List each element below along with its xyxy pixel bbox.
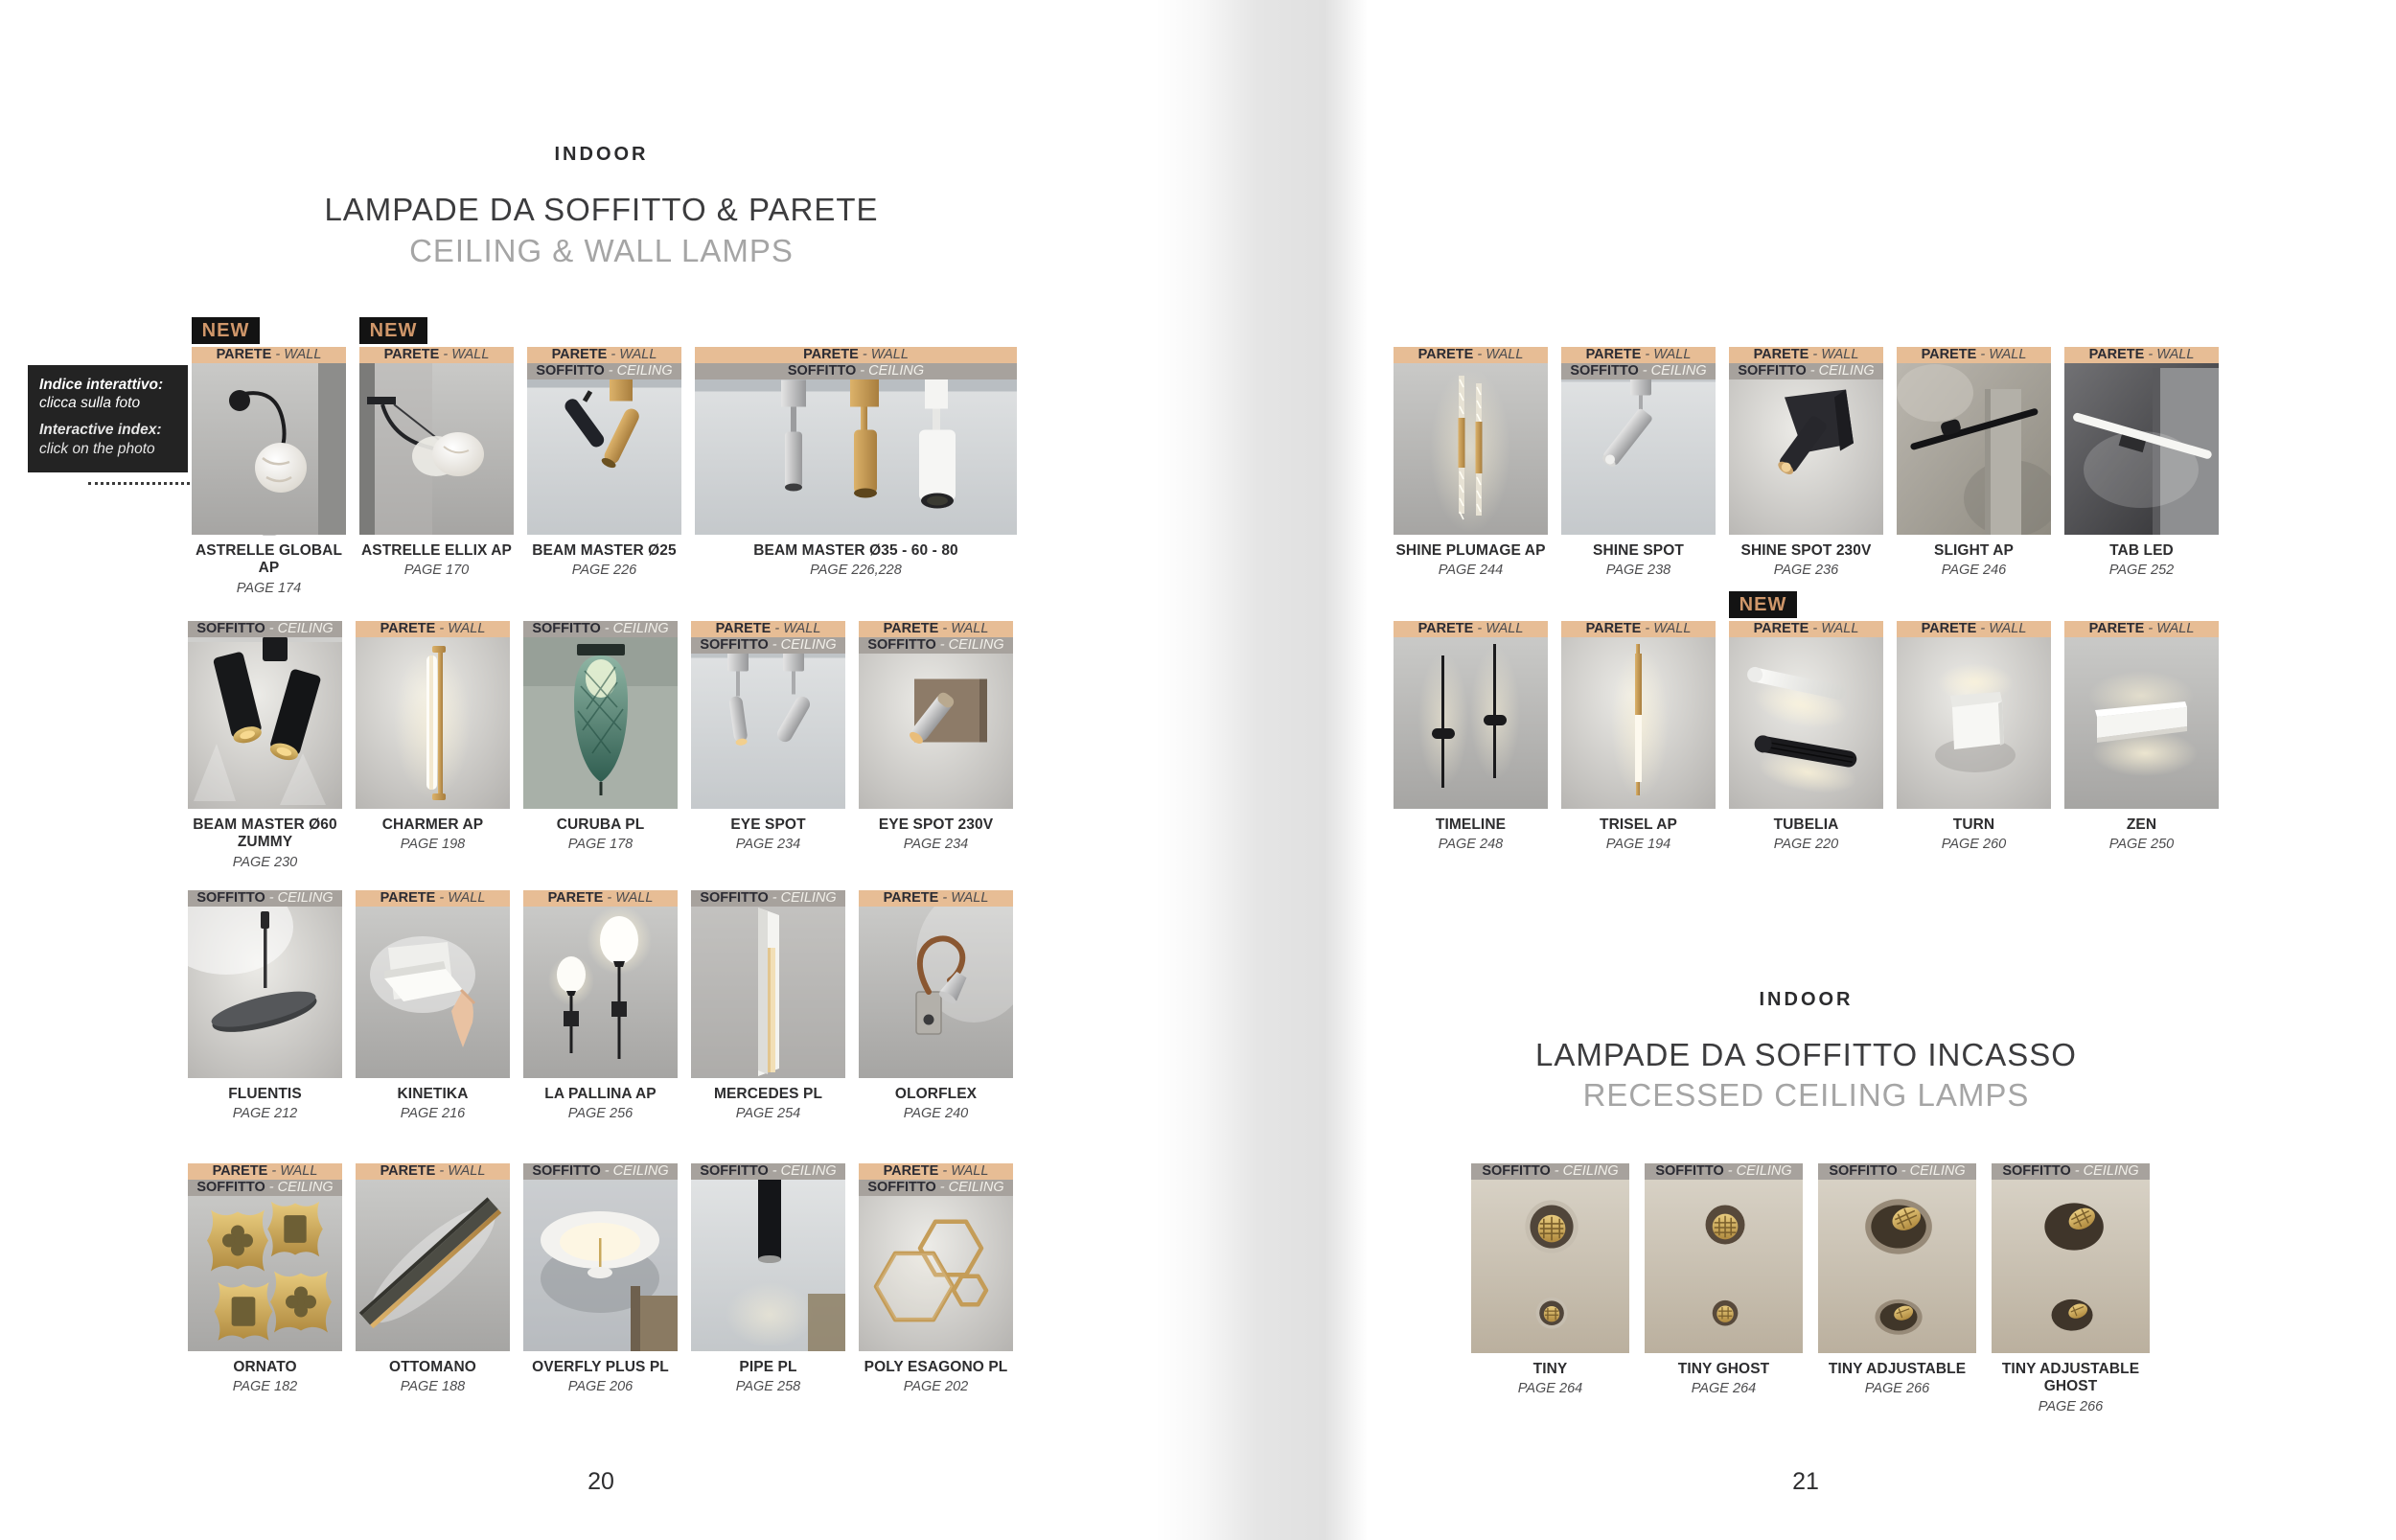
product-page-ref: PAGE 234 (903, 837, 969, 853)
product-name: ASTRELLE GLOBAL AP (195, 542, 343, 577)
product-caption (1897, 542, 2051, 578)
product-caption (1471, 1361, 1629, 1396)
product-tile-beam-master-zummy[interactable] (188, 621, 342, 870)
mount-type-bar-ceiling: SOFFITTO - CEILING (527, 363, 681, 379)
product-photo[interactable] (1561, 347, 1716, 535)
product-name: OVERFLY PLUS PL (532, 1359, 669, 1375)
product-caption (2064, 542, 2219, 578)
mount-type-bar-wall: PARETE - WALL (188, 1163, 342, 1180)
mount-type-bar-ceiling: SOFFITTO - CEILING (859, 637, 1013, 654)
product-tile-slight[interactable] (1897, 347, 2051, 578)
product-page-ref: PAGE 202 (903, 1379, 969, 1395)
product-caption (1729, 816, 1883, 852)
lamp-photo-tab-led (2064, 363, 2219, 535)
lamp-photo-shine-spot-230v (1729, 379, 1883, 535)
product-tile-shine-plumage[interactable] (1394, 347, 1548, 578)
lamp-photo-zen (2064, 637, 2219, 809)
product-photo[interactable] (1561, 621, 1716, 809)
product-tile-shine-spot[interactable] (1561, 347, 1716, 578)
product-photo[interactable] (188, 890, 342, 1078)
note-line-english: click on the photo (39, 440, 155, 457)
product-caption (188, 816, 342, 870)
lamp-photo-tiny-ghost (1645, 1180, 1803, 1353)
product-page-ref: PAGE 254 (735, 1106, 801, 1122)
mount-type-bar-wall: PARETE - WALL (695, 347, 1017, 363)
product-caption (695, 542, 1017, 578)
product-row (1471, 1163, 2150, 1414)
product-tile-mercedes[interactable] (691, 890, 845, 1121)
product-caption (691, 1086, 845, 1121)
product-tile-timeline[interactable] (1394, 621, 1548, 852)
mount-type-bar-ceiling: SOFFITTO - CEILING (1729, 363, 1883, 379)
product-photo[interactable] (1897, 621, 2051, 809)
product-page-ref: PAGE 250 (2108, 837, 2175, 853)
lamp-photo-shine-plumage (1394, 363, 1548, 535)
mount-type-bar-ceiling: SOFFITTO - CEILING (188, 621, 342, 637)
lamp-photo-astrelle-global (192, 363, 346, 535)
product-tile-tubelia[interactable] (1729, 593, 1883, 853)
lamp-photo-timeline (1394, 637, 1548, 809)
mount-type-bar-wall: PARETE - WALL (1561, 347, 1716, 363)
product-page-ref: PAGE 170 (403, 563, 470, 579)
product-photo[interactable] (356, 1163, 510, 1351)
product-photo[interactable] (691, 890, 845, 1078)
mount-type-bar-ceiling: SOFFITTO - CEILING (1645, 1163, 1803, 1180)
product-caption (691, 816, 845, 852)
mount-type-bar-ceiling: SOFFITTO - CEILING (188, 1180, 342, 1196)
product-page-ref: PAGE 252 (2108, 563, 2175, 579)
product-name: CHARMER AP (381, 816, 484, 833)
product-tile-fluentis[interactable] (188, 890, 342, 1121)
product-name: TINY ADJUSTABLE (1828, 1361, 1967, 1377)
mount-type-bar-wall: PARETE - WALL (1561, 621, 1716, 637)
product-name: OLORFLEX (894, 1086, 978, 1102)
product-photo[interactable] (192, 347, 346, 535)
product-name: TINY ADJUSTABLE GHOST (2001, 1361, 2140, 1395)
product-page-ref: PAGE 226,228 (810, 563, 902, 579)
product-tile-charmer[interactable] (356, 621, 510, 852)
mount-type-bar-wall: PARETE - WALL (1394, 621, 1548, 637)
product-name: BEAM MASTER Ø60 ZUMMY (193, 816, 337, 851)
product-photo[interactable] (1992, 1163, 2150, 1353)
mount-type-bar-wall: PARETE - WALL (356, 1163, 510, 1180)
product-name: ZEN (2126, 816, 2157, 833)
product-page-ref: PAGE 256 (567, 1106, 634, 1122)
product-tile-tab-led[interactable] (2064, 347, 2219, 578)
mount-type-bar-wall: PARETE - WALL (859, 621, 1013, 637)
note-line-english-bold: Interactive index: (39, 422, 162, 439)
product-photo[interactable] (356, 621, 510, 809)
product-page-ref: PAGE 238 (1605, 563, 1671, 579)
lamp-photo-shine-spot (1561, 379, 1716, 535)
new-badge: NEW (359, 317, 427, 344)
product-photo[interactable] (523, 1163, 678, 1351)
product-row (1394, 593, 2219, 853)
mount-type-bar-wall: PARETE - WALL (2064, 347, 2219, 363)
product-tile-tiny[interactable] (1471, 1163, 1629, 1396)
mount-type-bar-ceiling: SOFFITTO - CEILING (859, 1180, 1013, 1196)
new-badge: NEW (192, 317, 260, 344)
product-caption (1818, 1361, 1976, 1396)
lamp-photo-slight (1897, 363, 2051, 535)
product-caption (523, 1359, 678, 1394)
product-name: BEAM MASTER Ø25 (532, 542, 677, 559)
right-page-title-english: RECESSED CEILING LAMPS (1582, 1077, 2030, 1113)
product-page-ref: PAGE 240 (903, 1106, 969, 1122)
mount-type-bar-wall: PARETE - WALL (2064, 621, 2219, 637)
product-name: BEAM MASTER Ø35 - 60 - 80 (753, 542, 958, 559)
product-name: SLIGHT AP (1934, 542, 2014, 559)
note-line-italian: clicca sulla foto (39, 395, 141, 412)
new-badge: NEW (1729, 591, 1797, 618)
product-caption (188, 1359, 342, 1394)
product-name: TUBELIA (1773, 816, 1839, 833)
product-caption (356, 1086, 510, 1121)
lamp-photo-beam-master-35 (695, 379, 1017, 535)
lamp-photo-ornato (188, 1196, 342, 1351)
lamp-photo-tiny (1471, 1180, 1629, 1353)
product-name: TINY (1532, 1361, 1568, 1377)
product-photo[interactable] (1394, 621, 1548, 809)
product-name: LA PALLINA AP (544, 1086, 657, 1102)
product-tile-eye-spot[interactable] (691, 621, 845, 852)
mount-type-bar-ceiling: SOFFITTO - CEILING (1992, 1163, 2150, 1180)
mount-type-bar-ceiling: SOFFITTO - CEILING (523, 621, 678, 637)
product-name: KINETIKA (397, 1086, 469, 1102)
product-tile-kinetika[interactable] (356, 890, 510, 1121)
product-tile-beam-master-25[interactable] (527, 347, 681, 578)
mount-type-bar-wall: PARETE - WALL (356, 890, 510, 907)
mount-type-bar-wall: PARETE - WALL (859, 890, 1013, 907)
product-tile-eye-spot-230v[interactable] (859, 621, 1013, 852)
product-photo[interactable] (527, 347, 681, 535)
lamp-photo-tiny-adjustable-ghost (1992, 1180, 2150, 1353)
product-page-ref: PAGE 216 (400, 1106, 466, 1122)
product-tile-olorflex[interactable] (859, 890, 1013, 1121)
product-row (192, 319, 1017, 596)
lamp-photo-pipe (691, 1180, 845, 1351)
product-photo[interactable] (356, 890, 510, 1078)
product-name: EYE SPOT 230V (878, 816, 994, 833)
product-page-ref: PAGE 220 (1773, 837, 1839, 853)
lamp-photo-fluentis (188, 907, 342, 1078)
book-spine-shadow (1155, 0, 1368, 1540)
product-page-ref: PAGE 236 (1773, 563, 1839, 579)
product-photo[interactable] (859, 1163, 1013, 1351)
product-tile-ornato[interactable] (188, 1163, 342, 1394)
product-tile-astrelle-ellix[interactable] (359, 319, 514, 579)
mount-type-bar-wall: PARETE - WALL (1394, 347, 1548, 363)
product-page-ref: PAGE 244 (1438, 563, 1504, 579)
product-photo[interactable] (859, 890, 1013, 1078)
product-caption (691, 1359, 845, 1394)
product-page-ref: PAGE 264 (1691, 1381, 1757, 1397)
mount-type-bar-wall: PARETE - WALL (356, 621, 510, 637)
product-photo[interactable] (1729, 621, 1883, 809)
interactive-index-note (28, 365, 188, 472)
mount-type-bar-ceiling: SOFFITTO - CEILING (691, 637, 845, 654)
product-photo[interactable] (523, 621, 678, 809)
product-name: POLY ESAGONO PL (864, 1359, 1008, 1375)
product-photo[interactable] (691, 621, 845, 809)
product-photo[interactable] (188, 621, 342, 809)
product-page-ref: PAGE 234 (735, 837, 801, 853)
product-name: MERCEDES PL (713, 1086, 823, 1102)
product-tile-curuba[interactable] (523, 621, 678, 852)
product-caption (1394, 542, 1548, 578)
product-caption (192, 542, 346, 596)
product-page-ref: PAGE 188 (400, 1379, 466, 1395)
note-line-italian-bold: Indice interattivo: (39, 377, 164, 393)
product-page-ref: PAGE 178 (567, 837, 634, 853)
product-caption (2064, 816, 2219, 852)
left-page-title-english: CEILING & WALL LAMPS (409, 233, 794, 268)
page-number-left: 20 (587, 1468, 614, 1495)
product-tile-poly-esagono[interactable] (859, 1163, 1013, 1394)
product-tile-tiny-ghost[interactable] (1645, 1163, 1803, 1396)
section-label-indoor-left: INDOOR (554, 144, 649, 165)
mount-type-bar-ceiling: SOFFITTO - CEILING (1471, 1163, 1629, 1180)
lamp-photo-mercedes (691, 907, 845, 1078)
product-page-ref: PAGE 194 (1605, 837, 1671, 853)
product-page-ref: PAGE 198 (400, 837, 466, 853)
product-name: FLUENTIS (228, 1086, 302, 1102)
product-name: TIMELINE (1435, 816, 1507, 833)
product-photo[interactable] (1818, 1163, 1976, 1353)
mount-type-bar-wall: PARETE - WALL (1897, 621, 2051, 637)
mount-type-bar-wall: PARETE - WALL (859, 1163, 1013, 1180)
product-caption (1729, 542, 1883, 578)
product-caption (859, 1086, 1013, 1121)
product-tile-turn[interactable] (1897, 621, 2051, 852)
product-page-ref: PAGE 174 (236, 580, 302, 596)
product-row (188, 1163, 1013, 1394)
product-photo[interactable] (691, 1163, 845, 1351)
product-caption (1992, 1361, 2150, 1414)
lamp-photo-overfly-plus (523, 1180, 678, 1351)
left-page-title-italian: LAMPADE DA SOFFITTO & PARETE (324, 192, 879, 227)
product-photo[interactable] (1645, 1163, 1803, 1353)
product-tile-tiny-adjustable[interactable] (1818, 1163, 1976, 1396)
product-photo[interactable] (1729, 347, 1883, 535)
product-photo[interactable] (695, 347, 1017, 535)
product-tile-beam-master-35[interactable] (695, 347, 1017, 578)
product-photo[interactable] (1897, 347, 2051, 535)
product-caption (859, 1359, 1013, 1394)
product-name: TRISEL AP (1600, 816, 1677, 833)
product-caption (1897, 816, 2051, 852)
mount-type-bar-wall: PARETE - WALL (691, 621, 845, 637)
product-caption (356, 816, 510, 852)
product-photo[interactable] (2064, 621, 2219, 809)
lamp-photo-kinetika (356, 907, 510, 1078)
product-name: PIPE PL (739, 1359, 797, 1375)
product-tile-la-pallina[interactable] (523, 890, 678, 1121)
mount-type-bar-wall: PARETE - WALL (1729, 621, 1883, 637)
product-photo[interactable] (188, 1163, 342, 1351)
lamp-photo-turn (1897, 637, 2051, 809)
product-page-ref: PAGE 206 (567, 1379, 634, 1395)
mount-type-bar-wall: PARETE - WALL (359, 347, 514, 363)
lamp-photo-eye-spot-230v (859, 654, 1013, 809)
product-page-ref: PAGE 230 (232, 854, 298, 870)
product-name: ORNATO (233, 1359, 297, 1375)
product-name: TURN (1952, 816, 1995, 833)
product-name: TAB LED (2109, 542, 2174, 559)
product-photo[interactable] (859, 621, 1013, 809)
mount-type-bar-wall: PARETE - WALL (523, 890, 678, 907)
mount-type-bar-ceiling: SOFFITTO - CEILING (523, 1163, 678, 1180)
product-caption (523, 1086, 678, 1121)
mount-type-bar-ceiling: SOFFITTO - CEILING (188, 890, 342, 907)
product-photo[interactable] (359, 347, 514, 535)
product-name: TINY GHOST (1677, 1361, 1770, 1377)
product-tile-overfly-plus[interactable] (523, 1163, 678, 1394)
lamp-photo-charmer (356, 637, 510, 809)
product-tile-zen[interactable] (2064, 621, 2219, 852)
mount-type-bar-ceiling: SOFFITTO - CEILING (1561, 363, 1716, 379)
product-caption (859, 816, 1013, 852)
product-caption (1561, 542, 1716, 578)
product-name: EYE SPOT (730, 816, 806, 833)
product-name: SHINE SPOT 230V (1740, 542, 1872, 559)
lamp-photo-beam-master-25 (527, 379, 681, 535)
lamp-photo-la-pallina (523, 907, 678, 1078)
product-row (1394, 347, 2219, 578)
product-page-ref: PAGE 258 (735, 1379, 801, 1395)
mount-type-bar-wall: PARETE - WALL (192, 347, 346, 363)
product-page-ref: PAGE 264 (1517, 1381, 1583, 1397)
page-number-right: 21 (1792, 1468, 1819, 1495)
lamp-photo-tubelia (1729, 637, 1883, 809)
product-tile-ottomano[interactable] (356, 1163, 510, 1394)
lamp-photo-trisel (1561, 637, 1716, 809)
product-caption (527, 542, 681, 578)
lamp-photo-tiny-adjustable (1818, 1180, 1976, 1353)
mount-type-bar-ceiling: SOFFITTO - CEILING (695, 363, 1017, 379)
product-caption (1394, 816, 1548, 852)
product-row (188, 890, 1013, 1121)
product-name: ASTRELLE ELLIX AP (361, 542, 512, 559)
product-caption (188, 1086, 342, 1121)
product-tile-tiny-adjustable-ghost[interactable] (1992, 1163, 2150, 1414)
product-page-ref: PAGE 182 (232, 1379, 298, 1395)
product-photo[interactable] (523, 890, 678, 1078)
lamp-photo-olorflex (859, 907, 1013, 1078)
lamp-photo-astrelle-ellix (359, 363, 514, 535)
mount-type-bar-wall: PARETE - WALL (1897, 347, 2051, 363)
lamp-photo-curuba (523, 637, 678, 809)
mount-type-bar-ceiling: SOFFITTO - CEILING (1818, 1163, 1976, 1180)
product-page-ref: PAGE 212 (232, 1106, 298, 1122)
product-tile-astrelle-global[interactable] (192, 319, 346, 596)
product-photo[interactable] (1471, 1163, 1629, 1353)
product-row (188, 621, 1013, 870)
product-caption (359, 542, 514, 578)
product-tile-shine-spot-230v[interactable] (1729, 347, 1883, 578)
lamp-photo-poly-esagono (859, 1196, 1013, 1351)
product-tile-trisel[interactable] (1561, 621, 1716, 852)
mount-type-bar-wall: PARETE - WALL (527, 347, 681, 363)
lamp-photo-ottomano (356, 1180, 510, 1351)
mount-type-bar-wall: PARETE - WALL (1729, 347, 1883, 363)
product-name: CURUBA PL (556, 816, 645, 833)
product-caption (356, 1359, 510, 1394)
mount-type-bar-ceiling: SOFFITTO - CEILING (691, 890, 845, 907)
lamp-photo-beam-master-zummy (188, 637, 342, 809)
product-name: OTTOMANO (389, 1359, 476, 1375)
product-name: SHINE SPOT (1593, 542, 1684, 559)
product-caption (1561, 816, 1716, 852)
product-caption (523, 816, 678, 852)
product-page-ref: PAGE 260 (1941, 837, 2007, 853)
product-name: SHINE PLUMAGE AP (1395, 542, 1546, 559)
product-page-ref: PAGE 248 (1438, 837, 1504, 853)
section-label-indoor-right: INDOOR (1759, 989, 1854, 1010)
product-tile-pipe[interactable] (691, 1163, 845, 1394)
product-photo[interactable] (2064, 347, 2219, 535)
product-page-ref: PAGE 226 (571, 563, 637, 579)
product-page-ref: PAGE 266 (1864, 1381, 1930, 1397)
product-page-ref: PAGE 246 (1941, 563, 2007, 579)
product-photo[interactable] (1394, 347, 1548, 535)
right-page-title-italian: LAMPADE DA SOFFITTO INCASSO (1535, 1037, 2077, 1072)
mount-type-bar-ceiling: SOFFITTO - CEILING (691, 1163, 845, 1180)
product-caption (1645, 1361, 1803, 1396)
lamp-photo-eye-spot (691, 654, 845, 809)
product-page-ref: PAGE 266 (2038, 1398, 2104, 1414)
